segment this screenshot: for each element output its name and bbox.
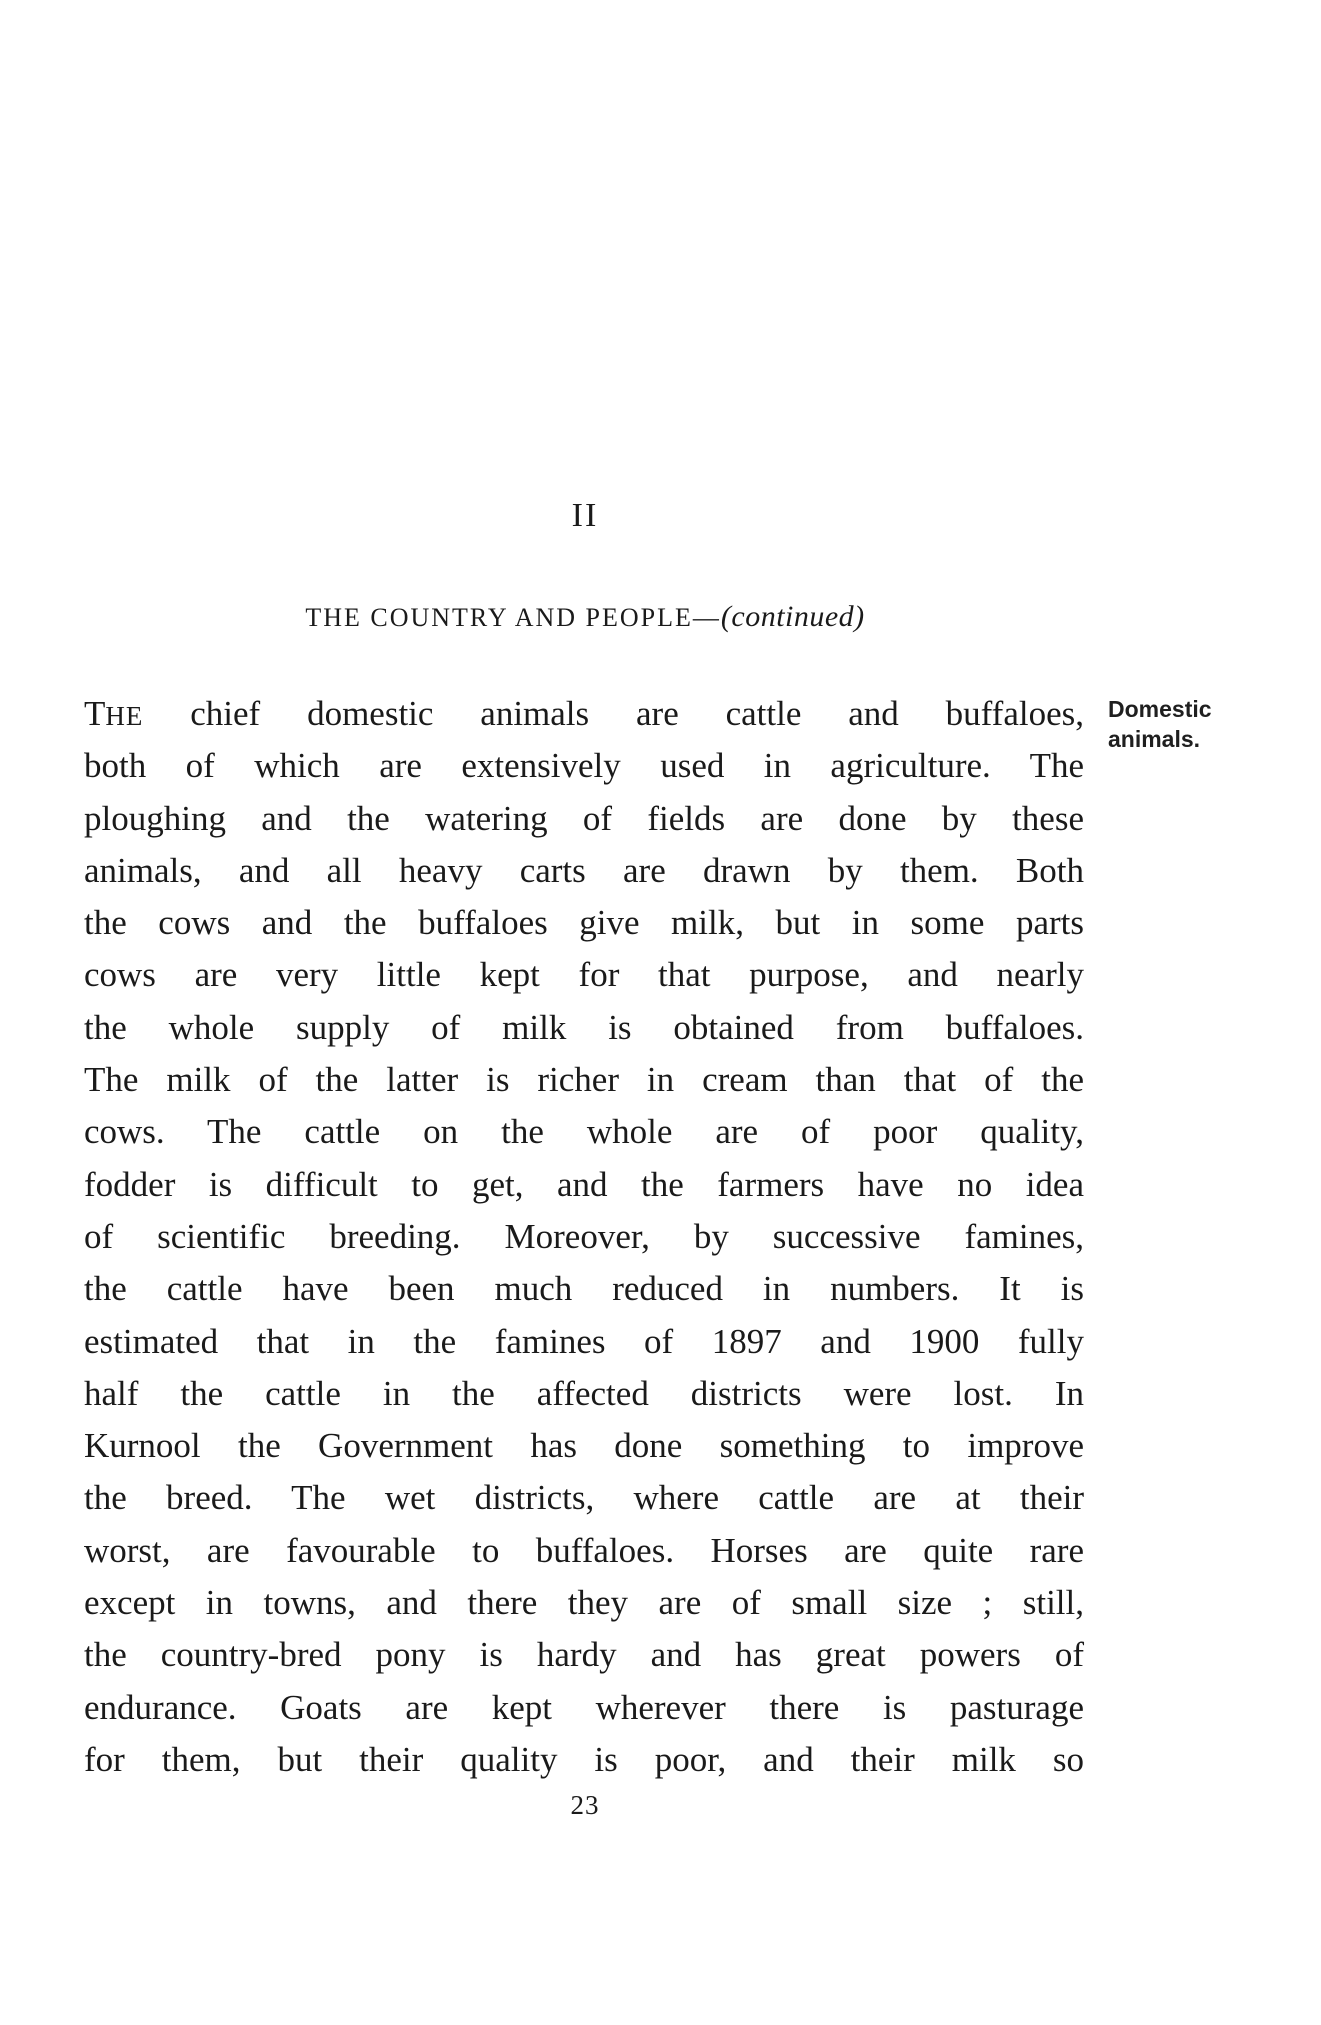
drop-initial: T bbox=[84, 694, 106, 733]
chapter-number: II bbox=[571, 497, 599, 534]
text-line-17: worst, are favourable to buffaloes. Horses are quite rare bbox=[84, 1530, 1084, 1570]
page-number: 23 bbox=[570, 1790, 600, 1820]
text-line-2: both of which are extensively used in agriculture. The bbox=[84, 746, 1084, 786]
text-line-7: the whole supply of milk is obtained from buffaloes. bbox=[84, 1007, 1084, 1047]
text-line-13: estimated that in the famines of 1897 and 1900 fully bbox=[84, 1321, 1084, 1361]
small-caps-rest: HE bbox=[105, 701, 144, 731]
text-line-15: Kurnool the Government has done something to improve bbox=[84, 1426, 1084, 1466]
body-paragraph bbox=[84, 688, 1084, 1786]
marginal-note-line-1: Domestic bbox=[1108, 696, 1212, 722]
text-line-5: the cows and the buffaloes give milk, but in some parts bbox=[84, 903, 1084, 943]
marginal-note-line-2: animals. bbox=[1108, 726, 1201, 752]
text-line-11: of scientific breeding. Moreover, by successive famines, bbox=[84, 1216, 1084, 1256]
text-line-18: except in towns, and there they are of small size ; still, bbox=[84, 1583, 1084, 1623]
chapter-title-text: THE COUNTRY AND PEOPLE— bbox=[305, 603, 721, 632]
text-line-1-content: chief domestic animals are cattle and buffaloes, bbox=[143, 694, 1084, 733]
text-line-9: cows. The cattle on the whole are of poor quality, bbox=[84, 1112, 1084, 1152]
text-line-20: endurance. Goats are kept wherever there is pasturage bbox=[84, 1687, 1084, 1727]
text-line-14: half the cattle in the affected districts were lost. In bbox=[84, 1373, 1084, 1413]
text-line-19: the country-bred pony is hardy and has great powers of bbox=[84, 1635, 1084, 1675]
text-line-8: The milk of the latter is richer in cream than that of the bbox=[84, 1060, 1084, 1100]
chapter-title bbox=[0, 600, 1170, 634]
text-line-3: ploughing and the watering of fields are done by these bbox=[84, 798, 1084, 838]
chapter-title-continued: (continued) bbox=[720, 600, 865, 633]
text-line-1 bbox=[84, 688, 1084, 740]
text-line-10: fodder is difficult to get, and the farmers have no idea bbox=[84, 1164, 1084, 1204]
text-line-12: the cattle have been much reduced in numbers. It is bbox=[84, 1269, 1084, 1309]
text-line-6: cows are very little kept for that purpose, and nearly bbox=[84, 955, 1084, 995]
marginal-note bbox=[1108, 694, 1268, 754]
text-line-16: the breed. The wet districts, where cattle are at their bbox=[84, 1478, 1084, 1518]
text-line-21: for them, but their quality is poor, and their milk so bbox=[84, 1739, 1084, 1779]
text-line-4: animals, and all heavy carts are drawn by them. Both bbox=[84, 850, 1084, 890]
